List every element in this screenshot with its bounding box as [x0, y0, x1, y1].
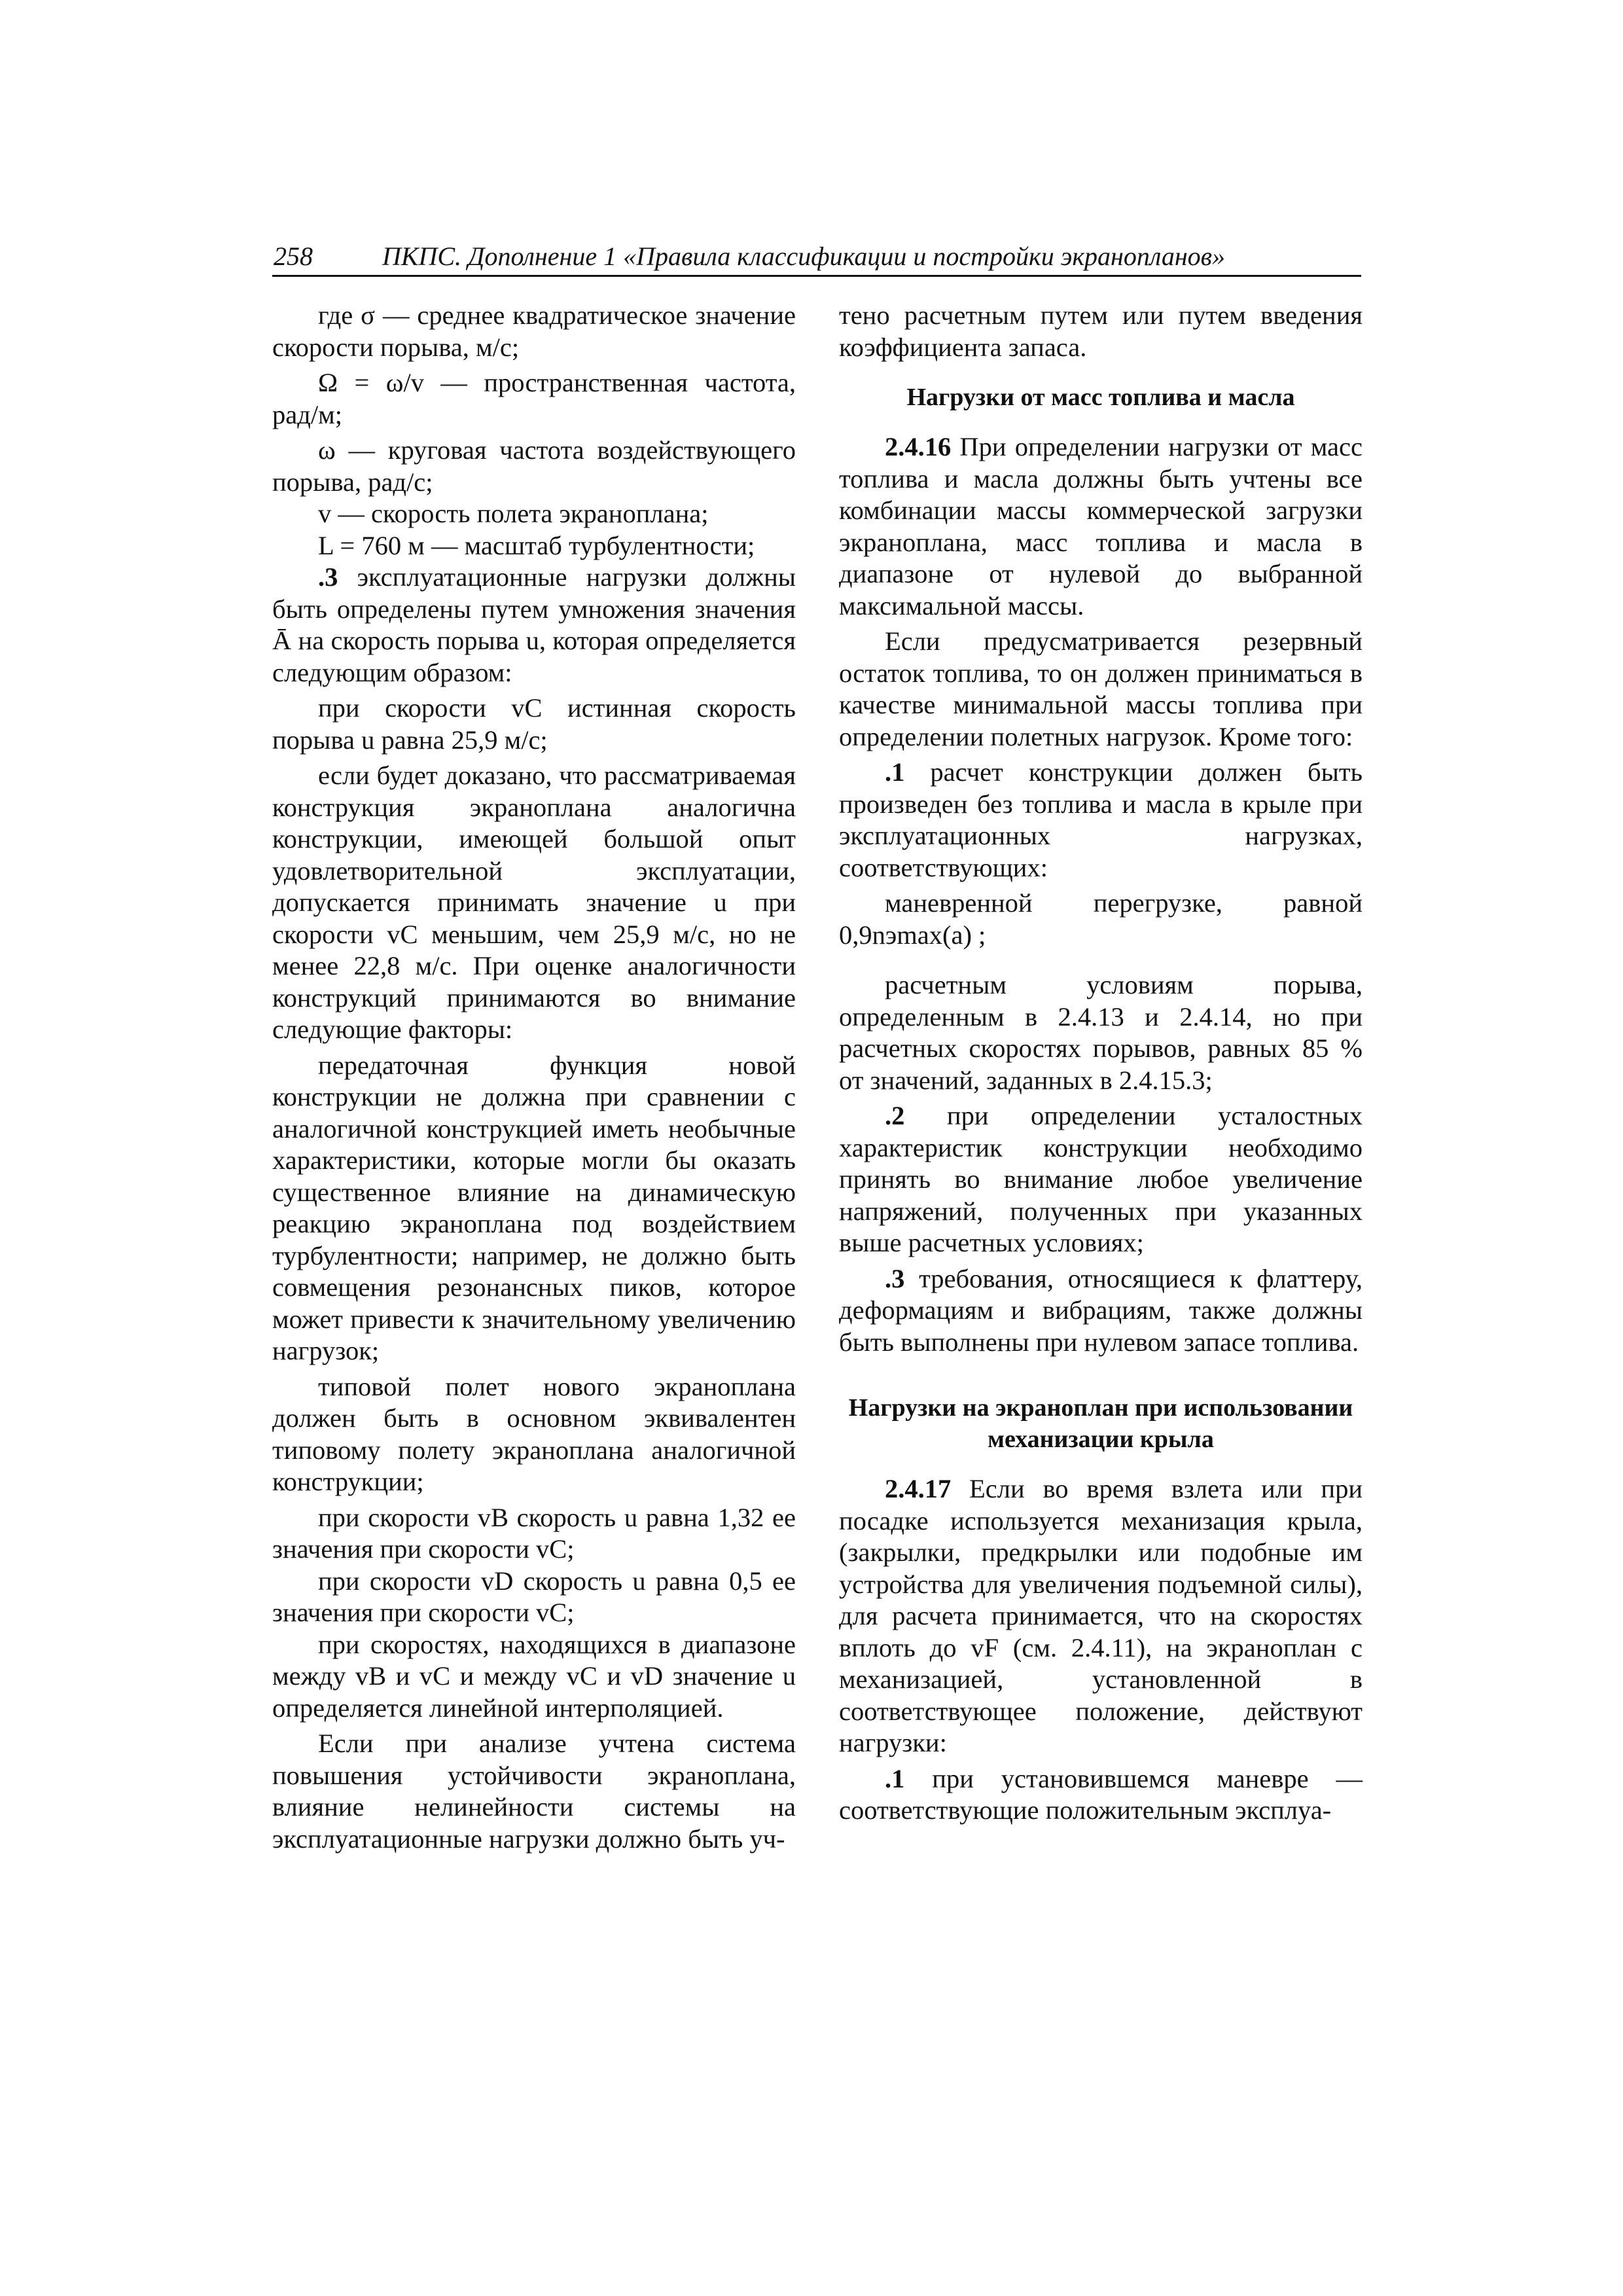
paragraph: .1 при установившемся маневре — соответствующие положительным эксплуа- — [839, 1763, 1363, 1825]
running-title: ПКПС. Дополнение 1 «Правила классификации и постройки экранопланов» — [382, 242, 1226, 271]
paragraph: Если при анализе учтена система повышения устойчивости экраноплана, влияние нелинейности системы на эксплуатационные нагрузки должно быть уч- — [272, 1729, 796, 1854]
clause-number: 2.4.16 — [885, 432, 952, 461]
page-header — [272, 241, 1361, 277]
paragraph: .3 эксплуатационные нагрузки должны быть определены путем умножения значения Ā на скорость порыва u, которая определяется следующим образом: — [272, 562, 796, 687]
paragraph: Ω = ω/v — пространственная частота, рад/м; — [272, 368, 796, 429]
paragraph: при скорости vD скорость u равна 0,5 ее значения при скорости vC; — [272, 1566, 796, 1627]
paragraph: 2.4.16 При определении нагрузки от масс топлива и масла должны быть учтены все комбинации массы коммерческой загрузки экраноплана, масс топлива и масла в диапазоне от нулевой до выбранной максимальной массы. — [839, 432, 1363, 620]
item-number: .1 — [885, 1763, 905, 1793]
right-column — [839, 300, 1363, 1827]
paragraph: типовой полет нового экраноплана должен быть в основном эквивалентен типовому полету экраноплана аналогичной конструкции; — [272, 1371, 796, 1496]
paragraph: 2.4.17 Если во время взлета или при посадке используется механизация крыла, (закрылки, предкрылки или подобные им устройства для увеличения подъемной силы), для расчета принимается, что на скоростях вплоть до vF (см. 2.4.11), на экраноплан с механизацией, установленной в соответствующее положение, действуют нагрузки: — [839, 1474, 1363, 1757]
clause-number: 2.4.17 — [885, 1474, 952, 1503]
item-number: .3 — [318, 562, 338, 592]
paragraph: маневренной перегрузке, равной 0,9nэmax(a) ; — [839, 888, 1363, 950]
paragraph: .2 при определении усталостных характеристик конструкции необходимо принять во внимание любое увеличение напряжений, полученных при указанных выше расчетных условиях; — [839, 1101, 1363, 1257]
paragraph: ω — круговая частота воздействующего порыва, рад/с; — [272, 435, 796, 497]
paragraph: при скорости vC истинная скорость порыва u равна 25,9 м/с; — [272, 693, 796, 755]
paragraph: передаточная функция новой конструкции не должна при сравнении с аналогичной конструкцией иметь необычные характеристики, которые могли бы оказать существенное влияние на динамическую реакцию экраноплана под воздействием турбулентности; например, не должно быть совмещения резонансных пиков, которое может привести к значительному увеличению нагрузок; — [272, 1050, 796, 1365]
paragraph: расчетным условиям порыва, определенным в 2.4.13 и 2.4.14, но при расчетных скоростях порывов, равных 85 % от значений, заданных в 2.4.15.3; — [839, 970, 1363, 1095]
paragraph: при скоростях, находящихся в диапазоне между vB и vC и между vC и vD значение u определяется линейной интерполяцией. — [272, 1629, 796, 1723]
paragraph: .3 требования, относящиеся к флаттеру, деформациям и вибрациям, также должны быть выполнены при нулевом запасе топлива. — [839, 1263, 1363, 1357]
item-number: .1 — [885, 757, 905, 787]
paragraph: .1 расчет конструкции должен быть произведен без топлива и масла в крыле при эксплуатационных нагрузках, соответствующих: — [839, 757, 1363, 882]
paragraph: v — скорость полета экраноплана; — [318, 499, 709, 528]
section-heading: Нагрузки на экраноплан при использовании механизации крыла — [848, 1394, 1353, 1453]
section-heading: Нагрузки от масс топлива и масла — [906, 384, 1295, 411]
paragraph: при скорости vB скорость u равна 1,32 ее значения при скорости vC; — [272, 1502, 796, 1564]
paragraph: если будет доказано, что рассматриваемая конструкция экраноплана аналогична конструкции, имеющей большой опыт удовлетворительной эксплуатации, допускается принимать значение u при скорости vC меньшим, чем 25,9 м/с, но не менее 22,8 м/с. При оценке аналогичности конструкций принимаются во внимание следующие факторы: — [272, 761, 796, 1044]
item-number: .3 — [885, 1263, 905, 1293]
paragraph: L = 760 м — масштаб турбулентности; — [318, 530, 755, 560]
paragraph: где σ — среднее квадратическое значение скорости порыва, м/с; — [272, 300, 796, 362]
paragraph: тено расчетным путем или путем введения коэффициента запаса. — [839, 300, 1363, 362]
item-number: .2 — [885, 1101, 905, 1130]
paragraph: Если предусматривается резервный остаток топлива, то он должен приниматься в качестве минимальной массы топлива при определении полетных нагрузок. Кроме того: — [839, 626, 1363, 751]
page-number: 258 — [274, 242, 313, 271]
left-column — [272, 300, 796, 1855]
